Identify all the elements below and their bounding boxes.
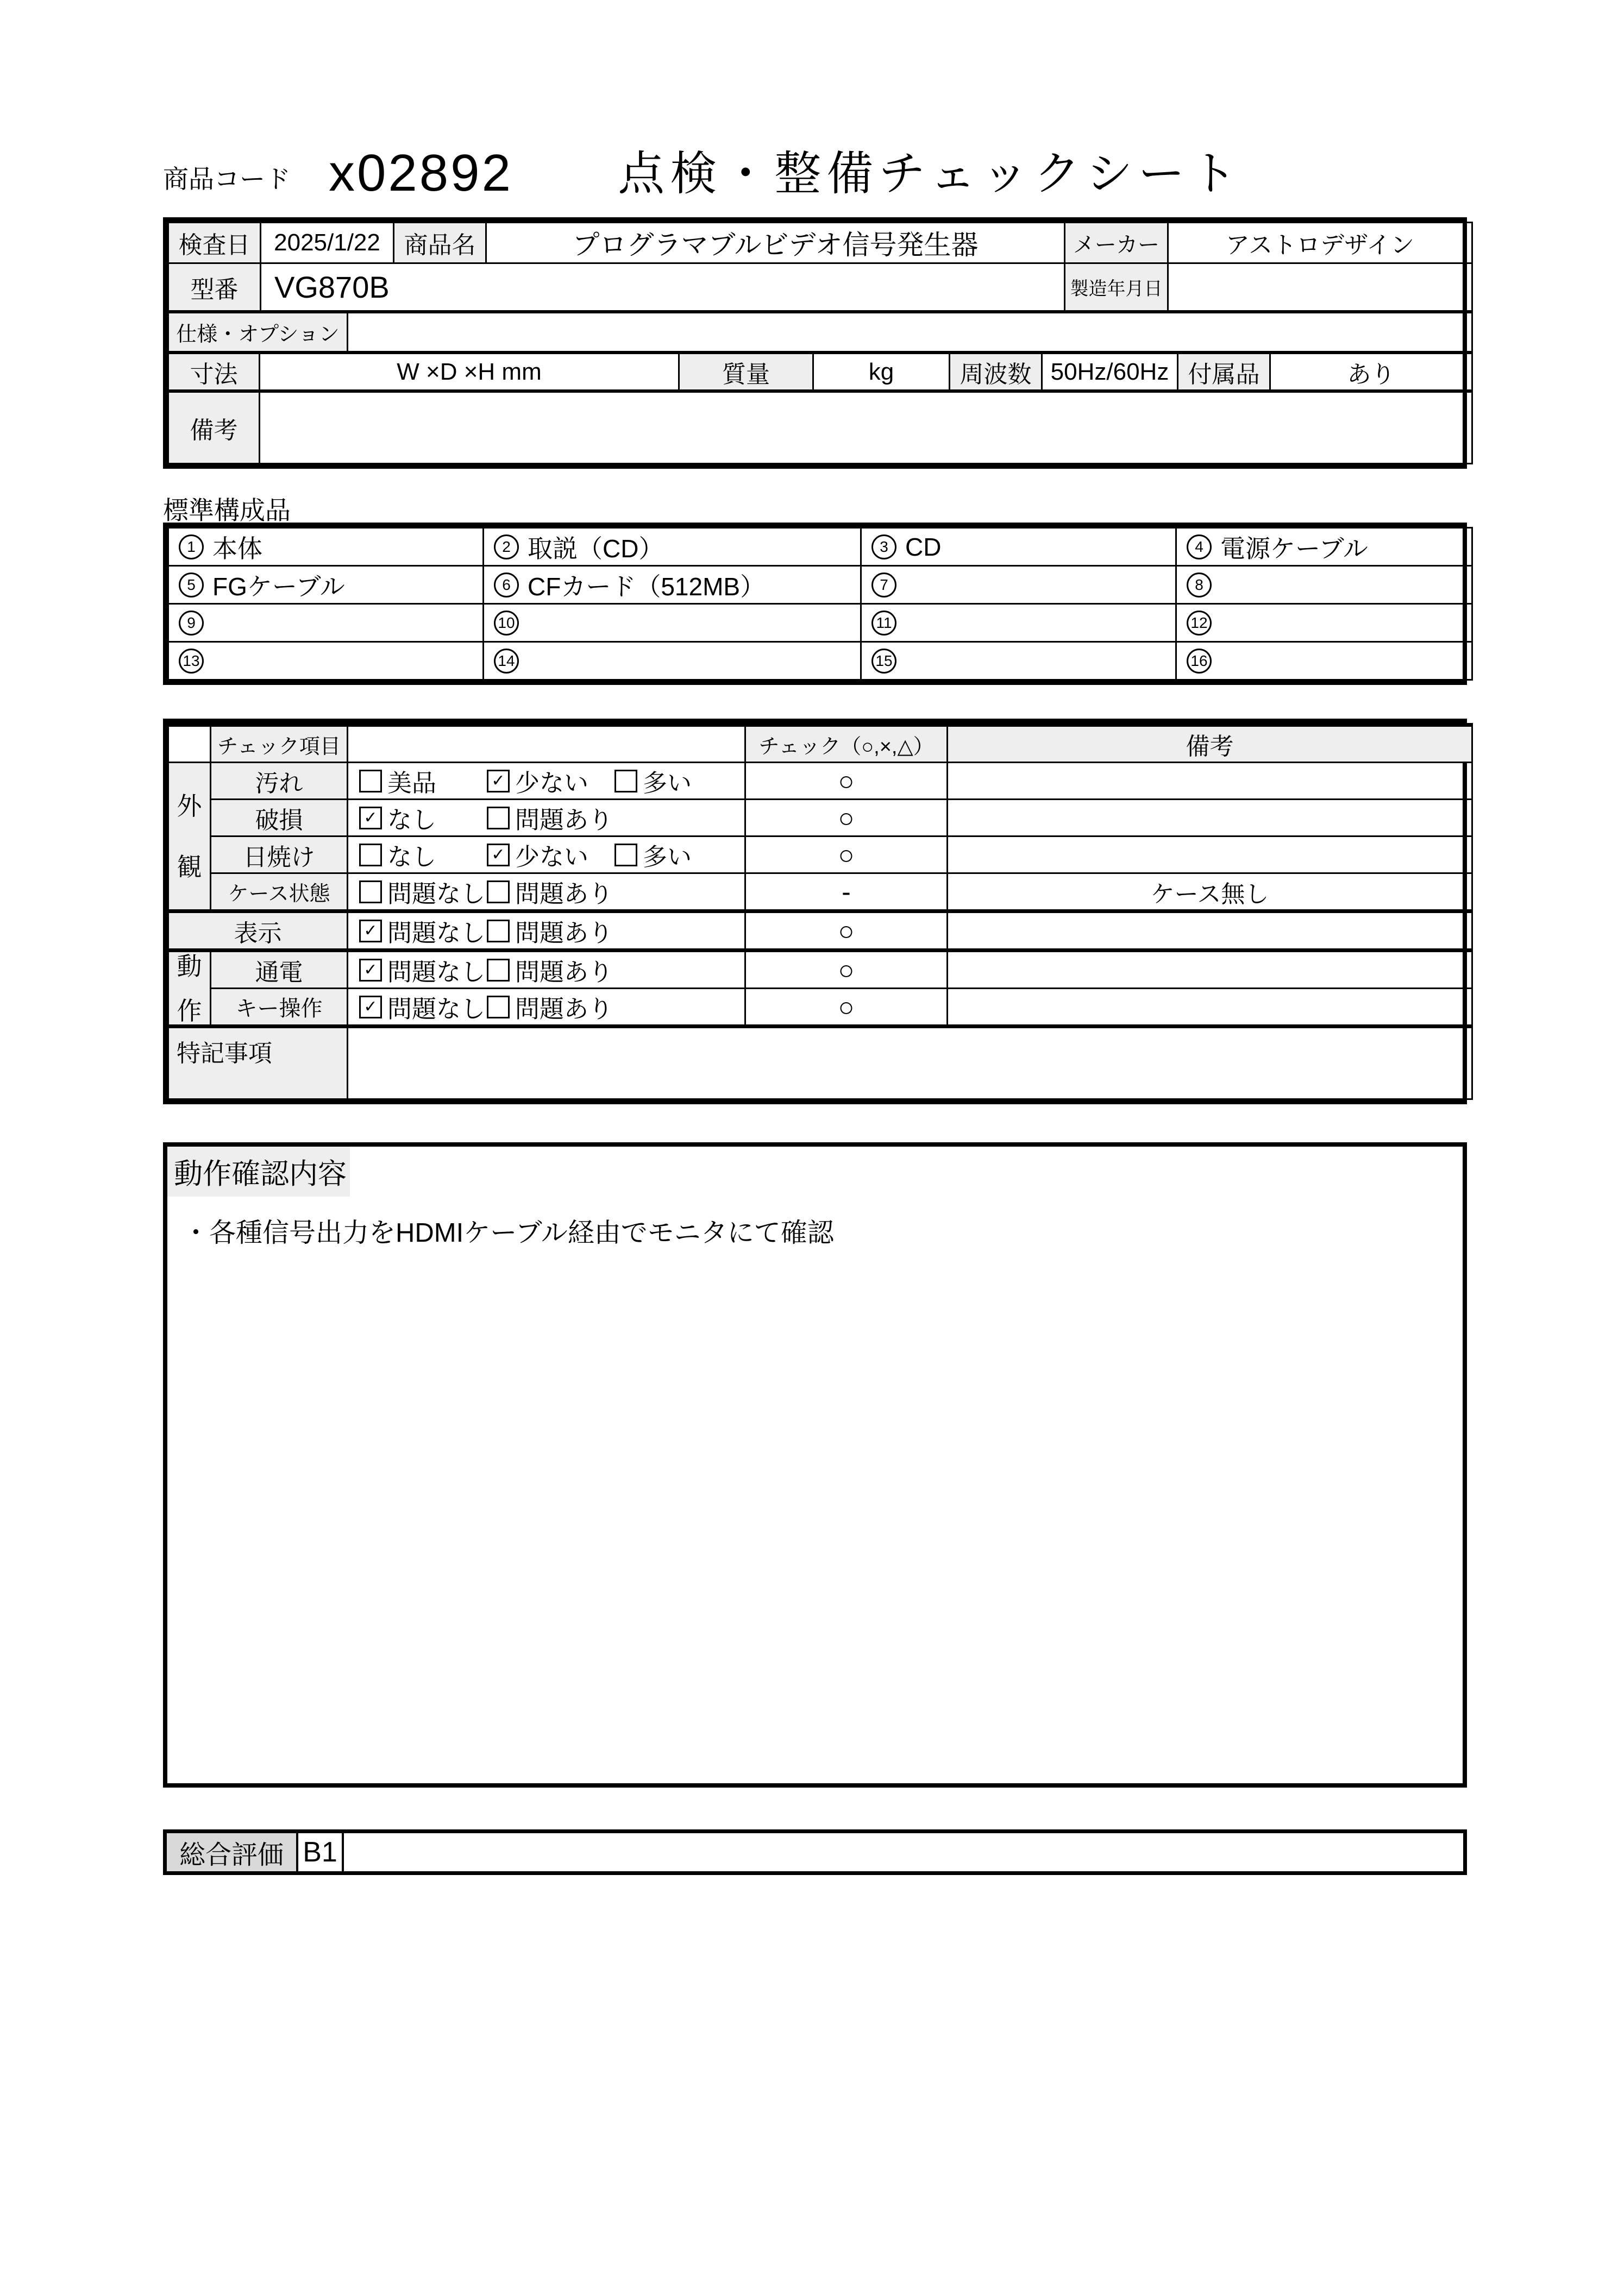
circled-number: 11 [871,611,896,636]
component-cell [1176,642,1472,680]
row-label-sunfade: 日焼け [211,836,348,873]
remarks-label: 備考 [168,392,260,464]
option [615,763,742,798]
dimensions-value: W ×D ×H mm [260,354,679,391]
check-header-spacer [168,725,211,763]
circled-number: 15 [871,649,896,674]
components-heading: 標準構成品 [163,496,291,525]
component-cell [484,642,861,680]
operation-check-box [163,1142,1467,1788]
option-label: 問題あり [515,958,613,986]
option-label: 多い [643,769,692,797]
mfg-date-label: 製造年月日 [1065,263,1168,311]
product-name-label: 商品名 [394,223,486,263]
option [487,989,615,1024]
component-cell [168,604,484,642]
options-dirt [348,763,745,800]
check-header-item: チェック項目 [211,725,348,763]
component-label: FGケーブル [212,572,345,601]
remarks-dirt [948,763,1472,800]
checkbox-icon[interactable]: ✓ [487,844,510,866]
option-label: 少ない [515,843,589,871]
circled-number: 8 [1187,573,1212,597]
circled-number: 6 [494,573,519,597]
group-appearance-char: 観 [177,852,202,881]
checkbox-icon[interactable] [615,770,637,792]
circled-number: 4 [1187,534,1212,559]
options-keys [348,989,745,1027]
option-label: 少ない [515,769,589,797]
component-cell [484,566,861,604]
info-table-spec [167,312,1473,353]
option-label: なし [387,806,437,834]
remarks-sunfade [948,836,1472,873]
weight-label: 質量 [679,354,813,391]
circled-number: 16 [1187,649,1212,674]
info-table-remarks [167,391,1473,464]
option-label: 問題なし [387,995,486,1023]
option-label: 問題あり [515,995,613,1023]
group-operation [168,951,211,1027]
option [359,952,487,987]
checkbox-icon[interactable] [359,844,382,866]
component-label: 本体 [212,534,262,563]
maker-value: アストロデザイン [1168,223,1472,263]
check-mark-display: ○ [745,911,948,951]
components-table [163,523,1467,685]
option-label: 問題あり [515,880,613,908]
option-label: 問題あり [515,919,613,947]
operation-check-line: ・各種信号出力をHDMIケーブル経由でモニタにて確認 [183,1218,834,1248]
option-label: 美品 [387,769,437,797]
remarks-damage [948,800,1472,836]
component-cell [1176,604,1472,642]
checkbox-icon[interactable]: ✓ [359,996,382,1018]
component-cell [484,528,861,566]
remarks-case: ケース無し [948,873,1472,911]
check-mark-case: - [745,873,948,911]
checkbox-icon[interactable] [487,996,510,1018]
option-label: 問題なし [387,880,486,908]
checkbox-icon[interactable] [359,770,382,792]
option [487,952,615,987]
page-title: 点検・整備チェックシート [618,148,1243,200]
circled-number: 3 [871,534,896,559]
group-appearance [168,763,211,911]
option [359,989,487,1024]
component-cell [1176,566,1472,604]
circled-number: 13 [179,649,204,674]
circled-number: 2 [494,534,519,559]
options-display [348,911,745,951]
overall-rating-bar [163,1829,1467,1875]
component-cell [168,528,484,566]
checkbox-icon[interactable]: ✓ [359,959,382,982]
circled-number: 10 [494,611,519,636]
group-operation-char: 作 [177,996,202,1025]
option-label: なし [387,843,437,871]
maker-label: メーカー [1065,223,1168,263]
checkbox-icon[interactable]: ✓ [487,770,510,792]
info-table-dimensions [167,353,1473,391]
option-label: 問題あり [515,806,613,834]
circled-number: 5 [179,573,204,597]
spec-option-value [348,313,1472,352]
check-table [163,719,1467,1104]
checkbox-icon[interactable]: ✓ [359,807,382,829]
circled-number: 14 [494,649,519,674]
inspection-date-label: 検査日 [168,223,261,263]
info-table [163,217,1467,469]
row-label-damage: 破損 [211,800,348,836]
option [359,763,487,798]
row-label-keys: キー操作 [211,989,348,1027]
check-mark-sunfade: ○ [745,836,948,873]
component-label: CFカード（512MB） [528,572,766,601]
row-label-power: 通電 [211,951,348,989]
product-code-value: x02892 [329,144,513,202]
option-label: 多い [643,843,692,871]
component-cell [861,528,1176,566]
component-cell [861,604,1176,642]
frequency-label: 周波数 [950,354,1042,391]
option-label: 問題なし [387,919,486,947]
circled-number: 9 [179,611,204,636]
component-label: CD [905,532,942,561]
accessories-label: 付属品 [1178,354,1270,391]
accessories-value: あり [1270,354,1472,391]
group-operation-char: 動 [177,952,202,980]
check-mark-power: ○ [745,951,948,989]
special-notes-value [348,1027,1472,1099]
option [615,837,742,872]
options-power [348,951,745,989]
component-cell [168,566,484,604]
checkbox-icon[interactable] [487,920,510,942]
checkbox-icon[interactable]: ✓ [359,920,382,942]
inspection-date-value: 2025/1/22 [261,223,394,263]
product-code-label: 商品コード [163,165,291,193]
overall-rating-comment [344,1833,1463,1871]
special-notes-label: 特記事項 [168,1027,348,1099]
remarks-power [948,951,1472,989]
product-name-value: プログラマブルビデオ信号発生器 [486,223,1065,263]
model-label: 型番 [168,263,261,311]
option [359,837,487,872]
dimensions-label: 寸法 [168,354,260,391]
checkbox-icon[interactable] [487,807,510,829]
circled-number: 1 [179,534,204,559]
circled-number: 7 [871,573,896,597]
check-mark-keys: ○ [745,989,948,1027]
options-case [348,873,745,911]
check-header-mark: チェック（○,×,△） [745,725,948,763]
option [487,874,615,909]
overall-rating-grade: B1 [298,1833,344,1871]
component-cell [861,642,1176,680]
option [359,913,487,948]
overall-rating-label: 総合評価 [167,1833,298,1871]
option [487,837,615,872]
component-label: 取説（CD） [528,534,664,563]
weight-value: kg [813,354,950,391]
operation-check-label: 動作確認内容 [167,1147,350,1197]
frequency-value: 50Hz/60Hz [1042,354,1178,391]
info-table-main [167,222,1473,312]
checkbox-icon[interactable] [359,880,382,903]
mfg-date-value [1168,263,1472,311]
component-cell [1176,528,1472,566]
row-label-dirt: 汚れ [211,763,348,800]
check-mark-dirt: ○ [745,763,948,800]
row-label-display: 表示 [168,911,348,951]
model-value: VG870B [261,263,1065,311]
check-header-options [348,725,745,763]
page-header [163,136,1467,203]
options-sunfade [348,836,745,873]
checkbox-icon[interactable] [487,880,510,903]
check-header-remarks: 備考 [948,725,1472,763]
check-mark-damage: ○ [745,800,948,836]
option [359,874,487,909]
option [487,800,615,835]
component-cell [484,604,861,642]
remarks-keys [948,989,1472,1027]
circled-number: 12 [1187,611,1212,636]
option-label: 問題なし [387,958,486,986]
option [487,763,615,798]
remarks-value [260,392,1472,464]
row-label-case: ケース状態 [211,873,348,911]
component-label: 電源ケーブル [1220,534,1368,563]
option [359,800,487,835]
group-appearance-char: 外 [177,791,202,820]
option [487,913,615,948]
spec-option-label: 仕様・オプション [168,313,348,352]
checkbox-icon[interactable] [487,959,510,982]
component-cell [861,566,1176,604]
remarks-display [948,911,1472,951]
component-cell [168,642,484,680]
checkbox-icon[interactable] [615,844,637,866]
options-damage [348,800,745,836]
